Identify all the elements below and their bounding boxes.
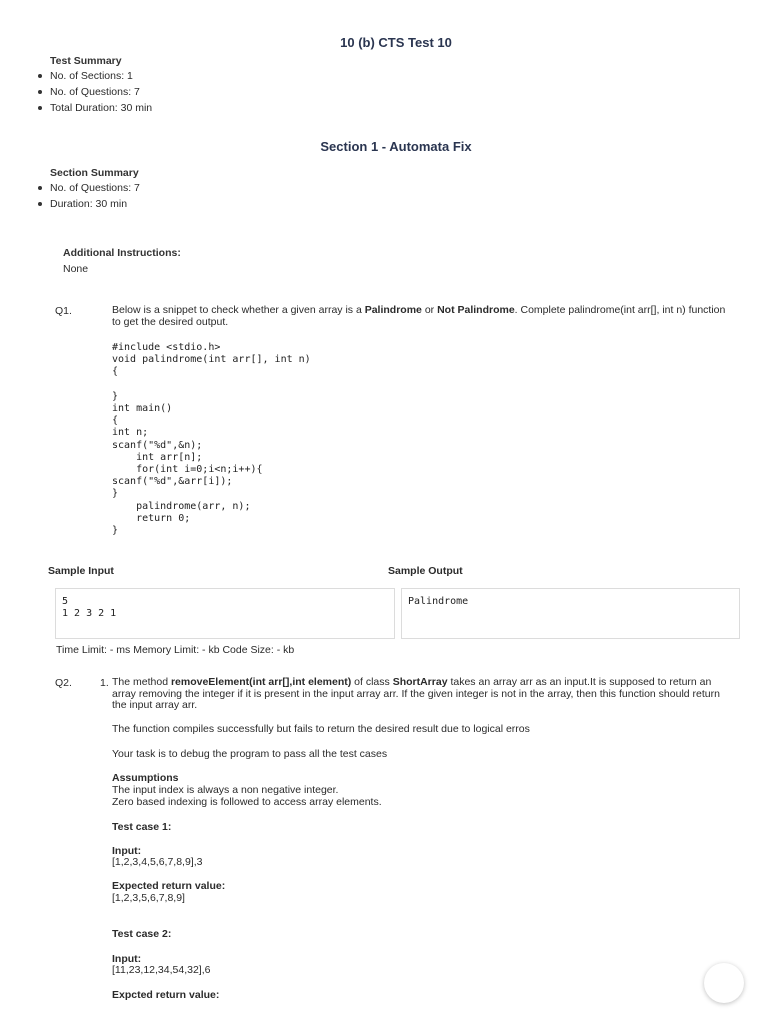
q1-text-not-palindrome: Not Palindrome bbox=[437, 304, 515, 316]
q2-tc2-input-label: Input: bbox=[112, 953, 142, 965]
q2-number: Q2. bbox=[55, 677, 72, 689]
q2-tc1-expected: [1,2,3,5,6,7,8,9] bbox=[112, 892, 185, 904]
q1-text-palindrome: Palindrome bbox=[364, 304, 422, 316]
test-summary-duration: Total Duration: 30 min bbox=[50, 102, 153, 114]
q2-p1-post: takes an array arr as an input.It is supposed to return an array removing the integer if it is present in the input array arr. If the given integer is not in the array, then this function should return the input array arr. bbox=[112, 676, 720, 712]
q2-tc1-label: Test case 1: bbox=[112, 821, 172, 833]
test-title: 10 (b) CTS Test 10 bbox=[340, 35, 452, 50]
additional-instructions-label: Additional Instructions: bbox=[63, 247, 181, 259]
section-summary-duration: Duration: 30 min bbox=[50, 196, 140, 212]
q2-assumption-2: Zero based indexing is followed to access array elements. bbox=[112, 796, 382, 808]
test-summary-label: Test Summary bbox=[50, 55, 122, 67]
q2-assumptions-label: Assumptions bbox=[112, 772, 179, 784]
q1-text-post: . Complete palindrome(int arr[], int n) function to get the desired output. bbox=[112, 304, 726, 328]
q2-p1-pre: The method bbox=[112, 676, 171, 688]
section-summary-questions: No. of Questions: 7 bbox=[50, 182, 140, 194]
q1-text-pre: Below is a snippet to check whether a given array is a bbox=[112, 304, 365, 316]
sample-input-value: 5 1 2 3 2 1 bbox=[62, 596, 117, 620]
q1-text-mid: or bbox=[421, 304, 438, 316]
sample-output-label: Sample Output bbox=[388, 565, 463, 577]
q2-paragraph-1 bbox=[112, 677, 734, 712]
sample-output-box bbox=[401, 588, 740, 639]
q1-code-snippet: #include <stdio.h> void palindrome(int arr[], int n) { } int main() { int n; scanf("%d",&n); int arr[n]; for(int i=0;i<n;i++){ scanf("%d",&arr[i]); } palindrome(arr, n); return 0; } bbox=[112, 342, 311, 537]
q2-tc1-expected-label: Expected return value: bbox=[112, 880, 226, 892]
q2-assumption-1: The input index is always a non negative integer. bbox=[112, 784, 339, 796]
q2-p1-mid: of class bbox=[351, 676, 393, 688]
floating-action-button[interactable] bbox=[704, 963, 744, 1003]
q2-tc1-input: [1,2,3,4,5,6,7,8,9],3 bbox=[112, 856, 203, 868]
additional-instructions-value: None bbox=[63, 263, 89, 275]
q2-list-number: 1. bbox=[100, 677, 109, 689]
q2-p1-method: removeElement(int arr[],int element) bbox=[170, 676, 352, 688]
q2-tc2-input: [11,23,12,34,54,32],6 bbox=[112, 964, 211, 976]
section-title: Section 1 - Automata Fix bbox=[320, 139, 472, 154]
sample-input-box bbox=[55, 588, 395, 639]
q1-limits: Time Limit: - ms Memory Limit: - kb Code Size: - kb bbox=[56, 644, 295, 656]
test-summary-sections: No. of Sections: 1 bbox=[50, 68, 152, 84]
q2-tc2-expected-label: Expcted return value: bbox=[112, 989, 220, 1001]
q2-paragraph-2: The function compiles successfully but fails to return the desired result due to logical erros bbox=[112, 723, 530, 735]
q2-paragraph-3: Your task is to debug the program to pass all the test cases bbox=[112, 748, 388, 760]
section-summary-list bbox=[50, 180, 140, 212]
q2-p1-class: ShortArray bbox=[392, 676, 448, 688]
q2-tc2-label: Test case 2: bbox=[112, 928, 172, 940]
q1-text bbox=[112, 305, 734, 328]
test-summary-questions: No. of Questions: 7 bbox=[50, 84, 152, 100]
q1-number: Q1. bbox=[55, 305, 72, 317]
section-summary-label: Section Summary bbox=[50, 167, 139, 179]
sample-output-value: Palindrome bbox=[408, 596, 469, 607]
test-summary-list bbox=[50, 68, 152, 116]
q2-tc1-input-label: Input: bbox=[112, 845, 142, 857]
sample-input-label: Sample Input bbox=[48, 565, 114, 577]
